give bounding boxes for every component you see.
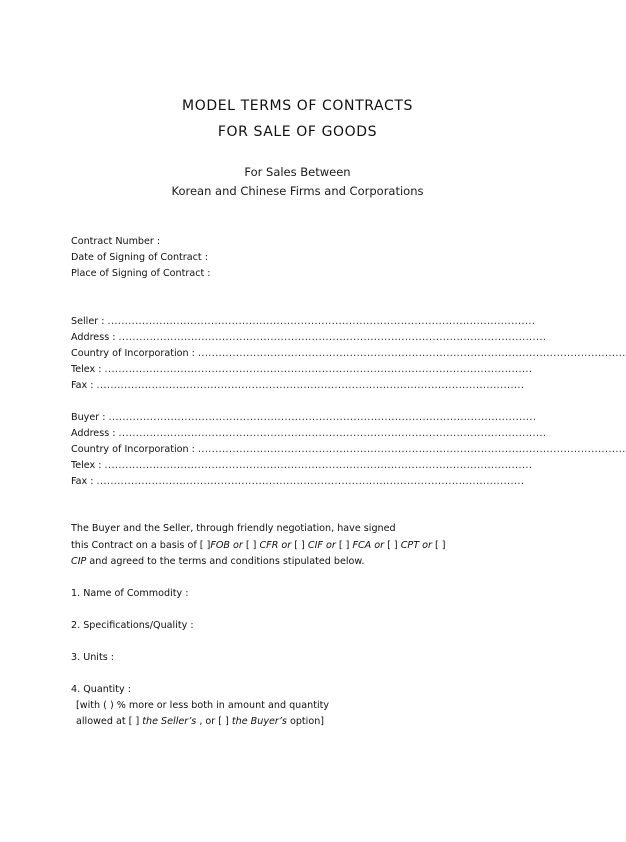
seller-label: Seller : <box>71 316 108 327</box>
section-commodity: 1. Name of Commodity : <box>71 588 189 599</box>
section-units: 3. Units : <box>71 652 115 663</box>
buyer-telex-dotted-line: ............................................................................................................................ <box>104 460 533 471</box>
seller-telex-field <box>71 364 533 376</box>
buyer-telex-label: Telex : <box>71 460 105 471</box>
seller-field <box>71 316 536 328</box>
seller-address-dotted-line: ............................................................................................................................ <box>118 332 547 343</box>
buyer-fax-label: Fax : <box>71 476 97 487</box>
intro-line-3 <box>71 556 364 568</box>
document-subtitle-line-1: For Sales Between <box>244 165 351 179</box>
contract-number-label: Contract Number : <box>71 236 161 247</box>
term-cif: CIF or <box>307 540 336 551</box>
sellers-option: the Seller’s <box>142 716 197 727</box>
buyer-telex-field <box>71 460 533 472</box>
or-text: , or [ ] <box>196 716 232 727</box>
buyers-option: the Buyer’s <box>231 716 287 727</box>
buyer-label: Buyer : <box>71 412 109 423</box>
seller-country-field <box>71 348 626 360</box>
buyer-country-dotted-line: ............................................................................................................................ <box>197 444 626 455</box>
term-cip: CIP <box>71 556 87 567</box>
term-cfr: CFR or <box>259 540 292 551</box>
quantity-tolerance-note: [with ( ) % more or less both in amount and quantity <box>76 700 330 711</box>
signing-place-label: Place of Signing of Contract : <box>71 268 211 279</box>
checkbox-cpt: [ ] <box>384 540 401 551</box>
seller-fax-dotted-line: ............................................................................................................................ <box>96 380 525 391</box>
checkbox-cip: [ ] <box>431 540 446 551</box>
seller-telex-dotted-line: ............................................................................................................................ <box>104 364 533 375</box>
seller-telex-label: Telex : <box>71 364 105 375</box>
intro-line-2 <box>71 540 446 552</box>
option-text: option] <box>286 716 325 727</box>
intro-basis-text: this Contract on a basis of [ ] <box>71 540 211 551</box>
document-subtitle-line-2: Korean and Chinese Firms and Corporations <box>171 184 424 198</box>
signing-date-label: Date of Signing of Contract : <box>71 252 208 263</box>
checkbox-fca: [ ] <box>335 540 353 551</box>
intro-agreement-text: and agreed to the terms and conditions stipulated below. <box>86 556 365 567</box>
buyer-dotted-line: ............................................................................................................................ <box>108 412 537 423</box>
seller-dotted-line: ............................................................................................................................ <box>107 316 536 327</box>
seller-address-field <box>71 332 547 344</box>
section-quantity: 4. Quantity : <box>71 684 131 695</box>
seller-country-dotted-line: ............................................................................................................................ <box>197 348 626 359</box>
document-title-line-2: FOR SALE OF GOODS <box>217 124 378 140</box>
intro-line-1: The Buyer and the Seller, through friendly negotiation, have signed <box>71 523 396 534</box>
section-specifications: 2. Specifications/Quality : <box>71 620 194 631</box>
term-fca: FCA or <box>352 540 385 551</box>
seller-fax-field <box>71 380 525 392</box>
buyer-country-label: Country of Incorporation : <box>71 444 198 455</box>
buyer-address-label: Address : <box>71 428 119 439</box>
buyer-field <box>71 412 537 424</box>
checkbox-cfr: [ ] <box>242 540 260 551</box>
document-title-line-1: MODEL TERMS OF CONTRACTS <box>182 98 413 114</box>
buyer-address-dotted-line: ............................................................................................................................ <box>118 428 547 439</box>
buyer-address-field <box>71 428 547 440</box>
seller-address-label: Address : <box>71 332 119 343</box>
checkbox-cif: [ ] <box>291 540 308 551</box>
buyer-fax-dotted-line: ............................................................................................................................ <box>96 476 525 487</box>
buyer-fax-field <box>71 476 525 488</box>
seller-fax-label: Fax : <box>71 380 97 391</box>
quantity-option-note <box>76 716 324 728</box>
term-fob: FOB or <box>210 540 243 551</box>
buyer-country-field <box>71 444 626 456</box>
seller-country-label: Country of Incorporation : <box>71 348 198 359</box>
quantity-allowed-text: allowed at [ ] <box>76 716 143 727</box>
term-cpt: CPT or <box>400 540 432 551</box>
